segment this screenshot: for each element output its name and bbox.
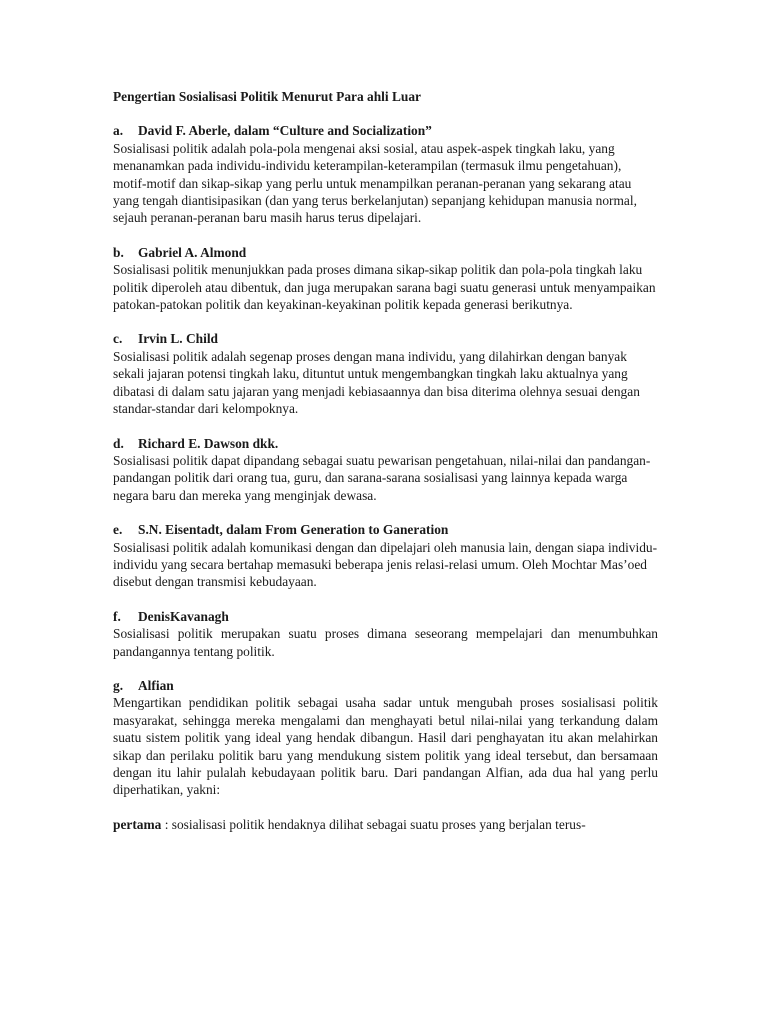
section-heading [113,521,658,538]
closing-text: : sosialisasi politik hendaknya dilihat sebagai suatu proses yang berjalan terus- [161,816,586,832]
section-almond [113,244,658,314]
section-eisentadt [113,521,658,591]
closing-lead: pertama [113,816,162,832]
section-heading-text: Richard E. Dawson dkk. [138,435,279,451]
section-heading-text: Gabriel A. Almond [138,244,247,260]
section-letter: g. [113,677,124,693]
section-child [113,330,658,417]
section-dawson [113,435,658,505]
section-heading-text: DenisKavanagh [138,608,229,624]
section-heading [113,677,658,694]
section-body: Mengartikan pendidikan politik sebagai usaha sadar untuk mengubah proses sosialisasi politik masyarakat, sehingga mereka mengalami dan menghayati betul nilai-nilai yang terkandung dalam suatu sistem politik yang ideal yang hendak dibangun. Hasil dari penghayatan itu akan melahirkan sikap dan perilaku politik baru yang mendukung sistem politik yang ideal tersebut, dan bersamaan dengan itu lahir pulalah kebudayaan politik baru. Dari pandangan Alfian, ada dua hal yang perlu diperhatikan, yakni: [113,695,658,798]
section-body: Sosialisasi politik merupakan suatu proses dimana seseorang mempelajari dan menumbuhkan pandangannya tentang politik. [113,626,658,659]
section-body: Sosialisasi politik menunjukkan pada proses dimana sikap-sikap politik dan pola-pola tingkah laku politik diperoleh atau dibentuk, dan juga merupakan sarana bagi suatu generasi untuk menyampaikan patokan-patokan politik dan keyakinan-keyakinan politik kepada generasi berikutnya. [113,262,656,313]
section-heading [113,608,658,625]
section-letter: c. [113,331,123,347]
document-page [113,88,658,833]
section-heading [113,244,658,261]
section-heading-text: David F. Aberle, dalam “Culture and Socialization” [138,123,432,139]
section-letter: f. [113,608,121,624]
section-letter: b. [113,244,124,260]
section-body: Sosialisasi politik adalah pola-pola mengenai aksi sosial, atau aspek-aspek tingkah laku, yang menanamkan pada individu-individu keterampilan-keterampilan (termasuk ilmu pengetahuan), motif-motif dan sikap-sikap yang perlu untuk menampilkan peranan-peranan yang sekarang atau yang tengah diantisipasikan (dan yang terus berkelanjutan) sepanjang kehidupan manusia normal, sejauh peranan-peranan baru masih harus terus dipelajari. [113,140,637,226]
section-heading-text: S.N. Eisentadt, dalam From Generation to Ganeration [138,522,449,538]
document-title: Pengertian Sosialisasi Politik Menurut Para ahli Luar [113,89,421,104]
section-kavanagh [113,608,658,660]
closing-paragraph [113,816,658,833]
section-heading-text: Irvin L. Child [138,331,218,347]
section-body: Sosialisasi politik adalah komunikasi dengan dan dipelajari oleh manusia lain, dengan siapa individu-individu yang secara bertahap memasuki beberapa jenis relasi-relasi umum. Oleh Mochtar Mas’oed disebut dengan transmisi kebudayaan. [113,539,658,590]
section-alfian [113,677,658,799]
section-letter: e. [113,522,123,538]
section-heading [113,330,658,347]
section-heading [113,122,658,139]
section-aberle [113,122,658,226]
section-body: Sosialisasi politik adalah segenap proses dengan mana individu, yang dilahirkan dengan banyak sekali jajaran potensi tingkah laku, dituntut untuk mengembangkan tingkah laku aktualnya yang dibatasi di dalam satu jajaran yang menjadi kebiasaannya dan bisa diterima olehnya sesuai dengan standar-standar dari kelompoknya. [113,348,640,417]
section-heading-text: Alfian [138,677,174,693]
section-letter: a. [113,123,124,139]
section-heading [113,435,658,452]
section-letter: d. [113,435,124,451]
section-body: Sosialisasi politik dapat dipandang sebagai suatu pewarisan pengetahuan, nilai-nilai dan pandangan-pandangan politik dari orang tua, guru, dan sarana-sarana sosialisasi yang lainnya kepada warga negara baru dan mereka yang menginjak dewasa. [113,452,651,503]
